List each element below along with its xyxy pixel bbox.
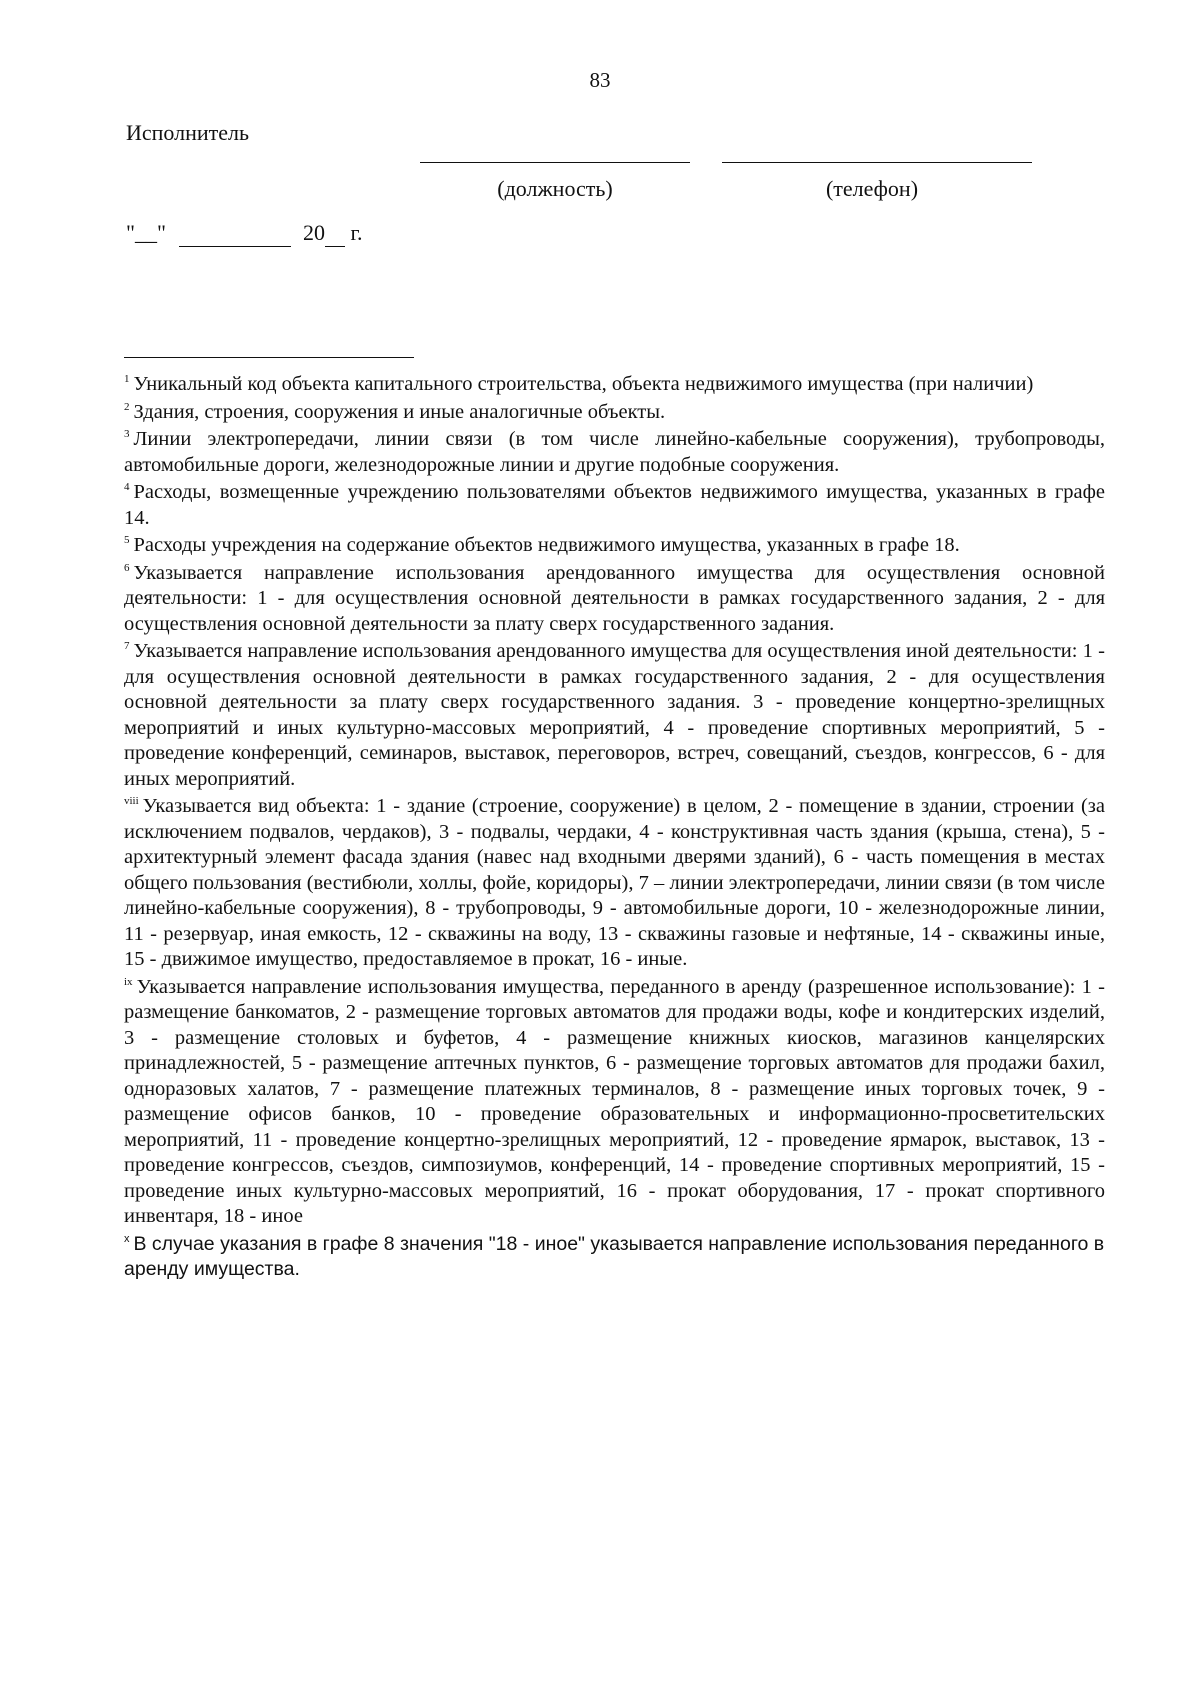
- footnote-mark: 2: [124, 400, 130, 413]
- footnote-text: Уникальный код объекта капитального строительства, объекта недвижимого имущества (при наличии): [133, 373, 1034, 395]
- footnote-text: Указывается направление использования арендованного имущества для осуществления иной деятельности: 1 - для осуществления основной деятельности в рамках государственного задания, 2 - для осуществления основной деятельности за плату сверх государственного задания. 3 - проведение концертно-зрелищных мероприятий и иных культурно-массовых мероприятий, 4 - проведение спортивных мероприятий, 5 - проведение конференций, семинаров, выставок, переговоров, встреч, совещаний, съездов, конгрессов, 6 - для иных мероприятий.: [124, 640, 1105, 790]
- footnote-mark: 1: [124, 373, 130, 386]
- footnote-text: Линии электропередачи, линии связи (в том числе линейно-кабельные сооружения), трубопроводы, автомобильные дороги, железнодорожные линии и другие подобные сооружения.: [124, 428, 1105, 476]
- footnote-text: Указывается направление использования арендованного имущества для осуществления основной деятельности: 1 - для осуществления основной деятельности в рамках государственного задания, 2 - для осуществления основной деятельности за плату сверх государственного задания.: [124, 561, 1105, 635]
- date-year-blank: [325, 220, 345, 247]
- footnote-mark: 6: [124, 561, 130, 574]
- footnote-mark: ix: [124, 975, 133, 988]
- footnote-mark: 5: [124, 534, 130, 547]
- date-year-suffix: г.: [350, 220, 363, 245]
- footnote-3: [124, 427, 1105, 478]
- executor-label: Исполнитель: [126, 120, 250, 145]
- footnote-1: [124, 372, 1105, 398]
- footnote-separator: [124, 357, 414, 358]
- position-signature-line: [420, 162, 690, 163]
- position-caption: (должность): [497, 176, 613, 201]
- footnote-9: [124, 975, 1105, 1230]
- date-year-prefix: 20: [302, 220, 325, 245]
- page-number: 83: [589, 68, 611, 92]
- footnotes: [124, 372, 1105, 1285]
- footnote-text: Указывается направление использования имущества, переданного в аренду (разрешенное использование): 1 - размещение банкоматов, 2 - размещение торговых автоматов для продажи воды, кофе и кондитерских изделий, 3 - размещение столовых и буфетов, 4 - размещение книжных киосков, магазинов канцелярских принадлежностей, 5 - размещение аптечных пунктов, 6 - размещение торговых автоматов для продажи бахил, одноразовых халатов, 7 - размещение платежных терминалов, 8 - размещение иных торговых точек, 9 - размещение офисов банков, 10 - проведение образовательных и информационно-просветительских мероприятий, 11 - проведение концертно-зрелищных мероприятий, 12 - проведение ярмарок, выставок, 13 - проведение конгрессов, съездов, симпозиумов, конференций, 14 - проведение спортивных мероприятий, 15 - проведение иных культурно-массовых мероприятий, 16 - прокат оборудования, 17 - прокат спортивного инвентаря, 18 - иное: [124, 975, 1105, 1227]
- date-day-placeholder: "__": [126, 220, 166, 245]
- footnote-text: Расходы, возмещенные учреждению пользователями объектов недвижимого имущества, указанных в графе 14.: [124, 481, 1105, 529]
- footnote-10: [124, 1232, 1105, 1283]
- footnote-mark: 3: [124, 428, 130, 441]
- footnote-mark: 7: [124, 640, 130, 653]
- date-line: [126, 220, 363, 247]
- footnote-2: [124, 400, 1105, 426]
- date-month-blank: [179, 220, 291, 247]
- footnote-5: [124, 533, 1105, 559]
- footnote-mark: viii: [124, 795, 139, 808]
- footnote-text: Указывается вид объекта: 1 - здание (строение, сооружение) в целом, 2 - помещение в здании, строении (за исключением подвалов, чердаков), 3 - подвалы, чердаки, 4 - конструктивная часть здания (крыша, стена), 5 - архитектурный элемент фасада здания (навес над входными дверями зданий), 6 - часть помещения в местах общего пользования (вестибюли, холлы, фойе, коридоры), 7 – линии электропередачи, линии связи (в том числе линейно-кабельные сооружения), 8 - трубопроводы, 9 - автомобильные дороги, 10 - железнодорожные линии, 11 - резервуар, иная емкость, 12 - скважины на воду, 13 - скважины газовые и нефтяные, 14 - скважины иные, 15 - движимое имущество, предоставляемое в прокат, 16 - иные.: [124, 795, 1105, 970]
- footnote-4: [124, 480, 1105, 531]
- phone-caption: (телефон): [825, 176, 919, 201]
- footnote-mark: x: [124, 1233, 130, 1245]
- footnote-7: [124, 639, 1105, 792]
- footnote-text: Расходы учреждения на содержание объектов недвижимого имущества, указанных в графе 18.: [133, 534, 960, 556]
- footnote-8: [124, 794, 1105, 973]
- footnote-mark: 4: [124, 481, 130, 494]
- footnote-6: [124, 561, 1105, 638]
- footnote-text: Здания, строения, сооружения и иные аналогичные объекты.: [133, 400, 666, 423]
- phone-signature-line: [722, 162, 1032, 163]
- footnote-text: В случае указания в графе 8 значения "18 - иное" указывается направление использования переданного в аренду имущества.: [124, 1232, 1105, 1280]
